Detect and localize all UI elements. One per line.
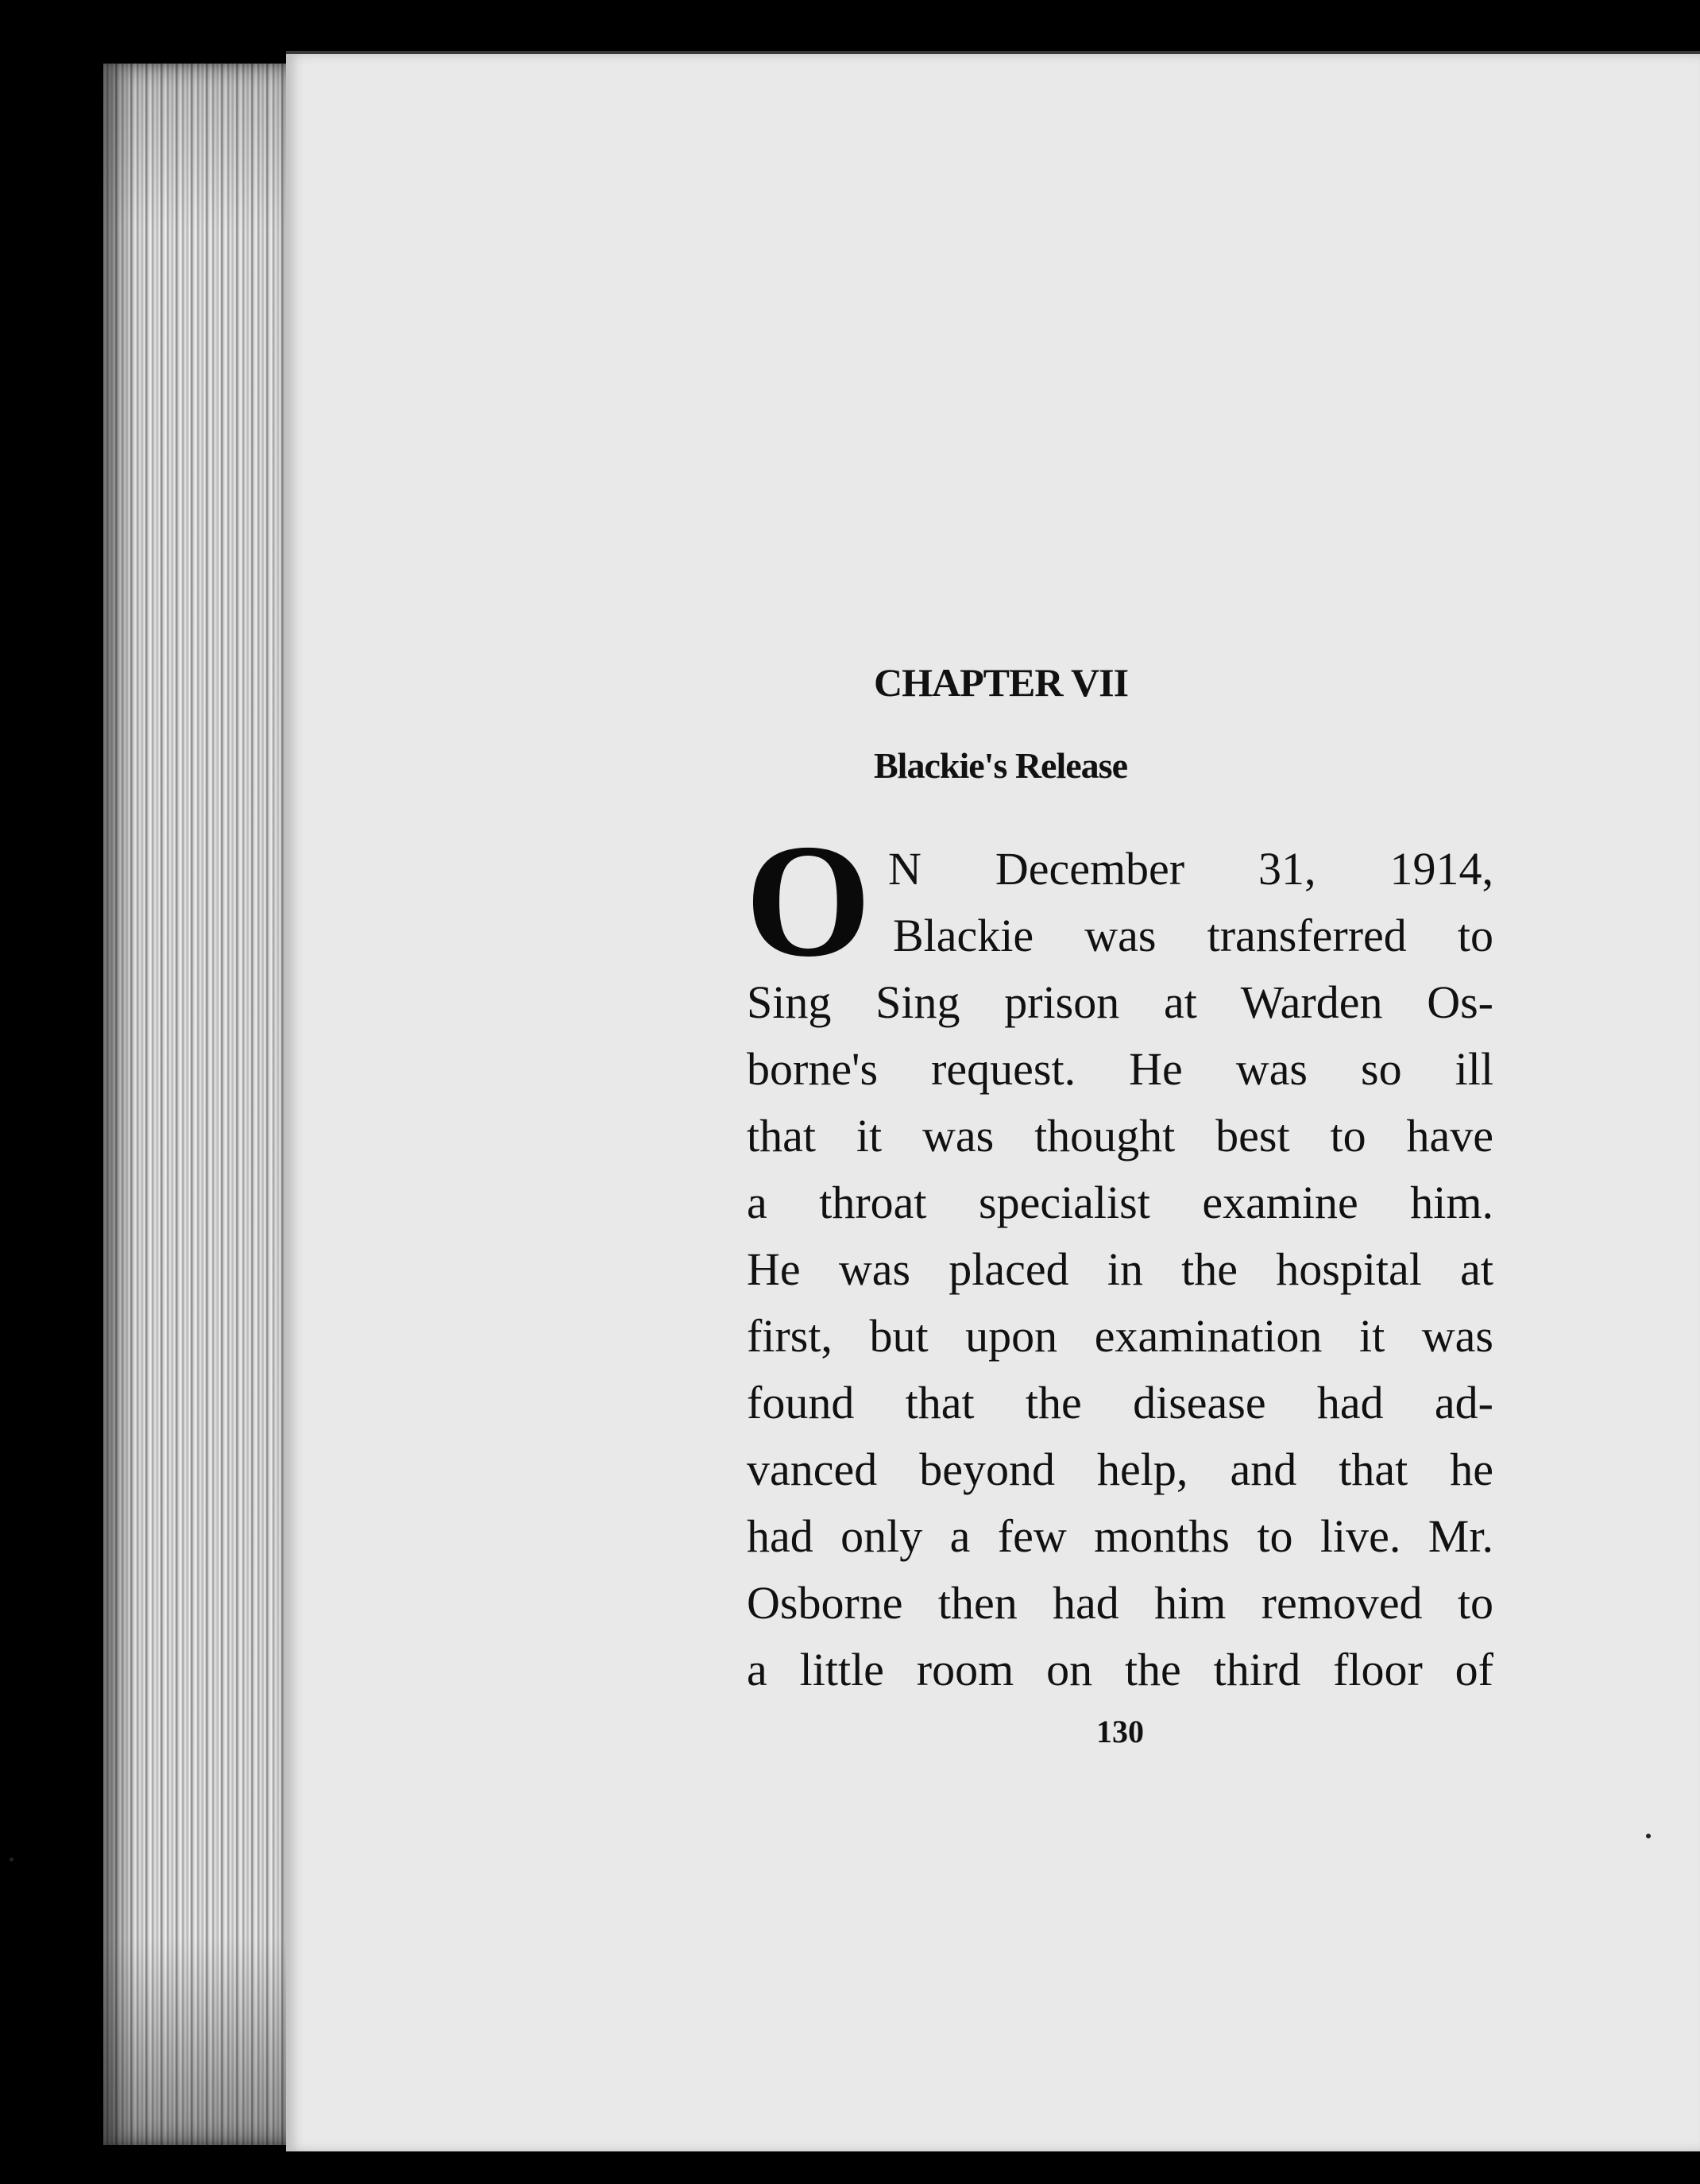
chapter-subtitle: Blackie's Release [874, 745, 1127, 786]
text-line: a little room on the third floor of [747, 1644, 1493, 1695]
drop-cap: O [745, 811, 871, 991]
scan-speck [1646, 1834, 1651, 1838]
text-line: Osborne then had him removed to [747, 1577, 1493, 1629]
text-line: found that the disease had ad- [747, 1377, 1493, 1428]
book-page-edge [103, 64, 290, 2145]
text-line: had only a few months to live. Mr. [747, 1510, 1493, 1562]
chapter-body-paragraph [745, 811, 1493, 1703]
text-line: Sing Sing prison at Warden Os- [747, 976, 1493, 1028]
text-line: Blackie was transferred to [893, 910, 1493, 961]
text-line: vanced beyond help, and that he [747, 1444, 1493, 1495]
text-line: borne's request. He was so ill [747, 1043, 1493, 1095]
text-line: a throat specialist examine him. [747, 1177, 1493, 1228]
text-line: He was placed in the hospital at [747, 1243, 1493, 1295]
text-line: that it was thought best to have [747, 1110, 1493, 1162]
page-number: 130 [1096, 1714, 1144, 1749]
text-line: N December 31, 1914, [888, 843, 1493, 895]
chapter-title: CHAPTER VII [874, 660, 1129, 705]
text-line: first, but upon examination it was [747, 1310, 1493, 1362]
scan-speck [10, 1857, 14, 1861]
